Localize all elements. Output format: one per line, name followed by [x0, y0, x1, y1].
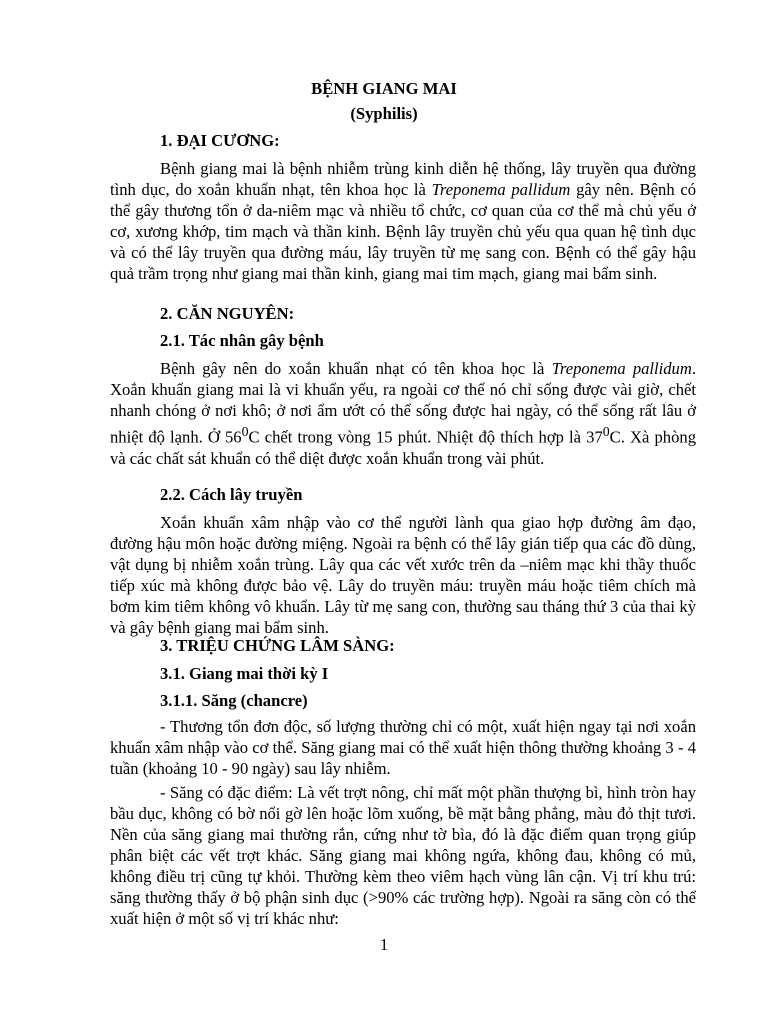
scientific-name: Treponema pallidum	[551, 359, 692, 378]
paragraph-cach-lay-truyen	[110, 512, 696, 638]
paragraph-text: Bệnh gây nên do xoắn khuẩn nhạt có tên khoa học là	[160, 359, 552, 378]
paragraph-text: gây nên. Bệnh có thể gây thương tổn ở da-niêm mạc và nhiều tổ chức, cơ quan của cơ thể mà chủ yếu ở cơ, xương khớp, tim mạch và thần kinh. Bệnh lây truyền chủ yếu qua quan hệ tình dục và có thể lây truyền qua đường máu, lây truyền từ mẹ sang con. Bệnh có thể gây hậu quả trầm trọng như giang mai thần kinh, giang mai tim mạch, giang mai bẩm sinh.	[110, 180, 696, 283]
section-heading-1: 1. ĐẠI CƯƠNG:	[160, 131, 280, 150]
paragraph-sang-1	[110, 716, 696, 779]
section-heading-3-1-1: 3.1.1. Săng (chancre)	[160, 691, 308, 710]
paragraph-text: Bệnh giang mai là bệnh nhiễm trùng kinh diễn hệ thống, lây truyền qua đường tình dục, do xoắn khuẩn nhạt, tên khoa học là	[110, 159, 696, 199]
document-title: BỆNH GIANG MAI	[311, 79, 457, 98]
paragraph-tac-nhan	[110, 358, 696, 469]
scientific-name: Treponema pallidum	[431, 180, 571, 199]
paragraph-text: C chết trong vòng 15 phút. Nhiệt độ thích hợp là 37	[248, 427, 603, 447]
paragraph-text: - Săng có đặc điểm: Là vết trợt nông, chỉ mất một phần thượng bì, hình tròn hay bầu dục, không có bờ nổi gờ lên hoặc lõm xuống, bề mặt bằng phẳng, màu đỏ thịt tươi. Nền của săng giang mai thường rắn, cứng như tờ bìa, đó là đặc điểm quan trọng giúp phân biệt các vết trợt khác. Săng giang mai không ngứa, không đau, không có mủ, không điều trị cũng tự khỏi. Thường kèm theo viêm hạch vùng lân cận. Vị trí khu trú: săng thường thấy ở bộ phận sinh dục (>90% các trường hợp). Ngoài ra săng còn có thể xuất hiện ở một số vị trí khác như:	[110, 783, 696, 928]
section-heading-3-1: 3.1. Giang mai thời kỳ I	[160, 664, 329, 683]
section-heading-2: 2. CĂN NGUYÊN:	[160, 304, 295, 323]
superscript-degree: 0	[241, 424, 249, 439]
paragraph-sang-2	[110, 782, 696, 929]
section-heading-3: 3. TRIỆU CHỨNG LÂM SÀNG:	[160, 636, 395, 655]
paragraph-text: Xoắn khuẩn xâm nhập vào cơ thể người lành qua giao hợp đường âm đạo, đường hậu môn hoặc đường miệng. Ngoài ra bệnh có thể lây gián tiếp qua các đồ dùng, vật dụng bị nhiễm xoắn trùng. Lây qua các vết xước trên da –niêm mạc khi thầy thuốc tiếp xúc mà không được bảo vệ. Lây do truyền máu: truyền máu hoặc tiêm chích mà bơm kim tiêm không vô khuẩn. Lây từ mẹ sang con, thường sau tháng thứ 3 của thai kỳ và gây bệnh giang mai bẩm sinh.	[110, 513, 696, 637]
page-number: 1	[379, 935, 389, 954]
paragraph-text: C. Xà phòng và các chất sát khuẩn có thể diệt được xoắn khuẩn trong vài phút.	[110, 427, 696, 468]
section-heading-2-2: 2.2. Cách lây truyền	[160, 485, 303, 504]
paragraph-text: . Xoắn khuẩn giang mai là vi khuẩn yếu, ra ngoài cơ thể nó chỉ sống được vài giờ, chết nhanh chóng ở nơi khô; ở nơi ẩm ướt có thể sống được hai ngày, có thể sống rất lâu ở nhiệt độ lạnh. Ở 56	[110, 359, 696, 447]
paragraph-dai-cuong	[110, 158, 696, 284]
section-heading-2-1: 2.1. Tác nhân gây bệnh	[160, 331, 324, 350]
superscript-degree: 0	[602, 424, 610, 439]
paragraph-text: - Thương tổn đơn độc, số lượng thường chỉ có một, xuất hiện ngay tại nơi xoắn khuẩn xâm nhập vào cơ thể. Săng giang mai có thể xuất hiện thông thường khoảng 3 - 4 tuần (khoảng 10 - 90 ngày) sau lây nhiễm.	[110, 717, 696, 778]
document-subtitle: (Syphilis)	[350, 104, 418, 123]
